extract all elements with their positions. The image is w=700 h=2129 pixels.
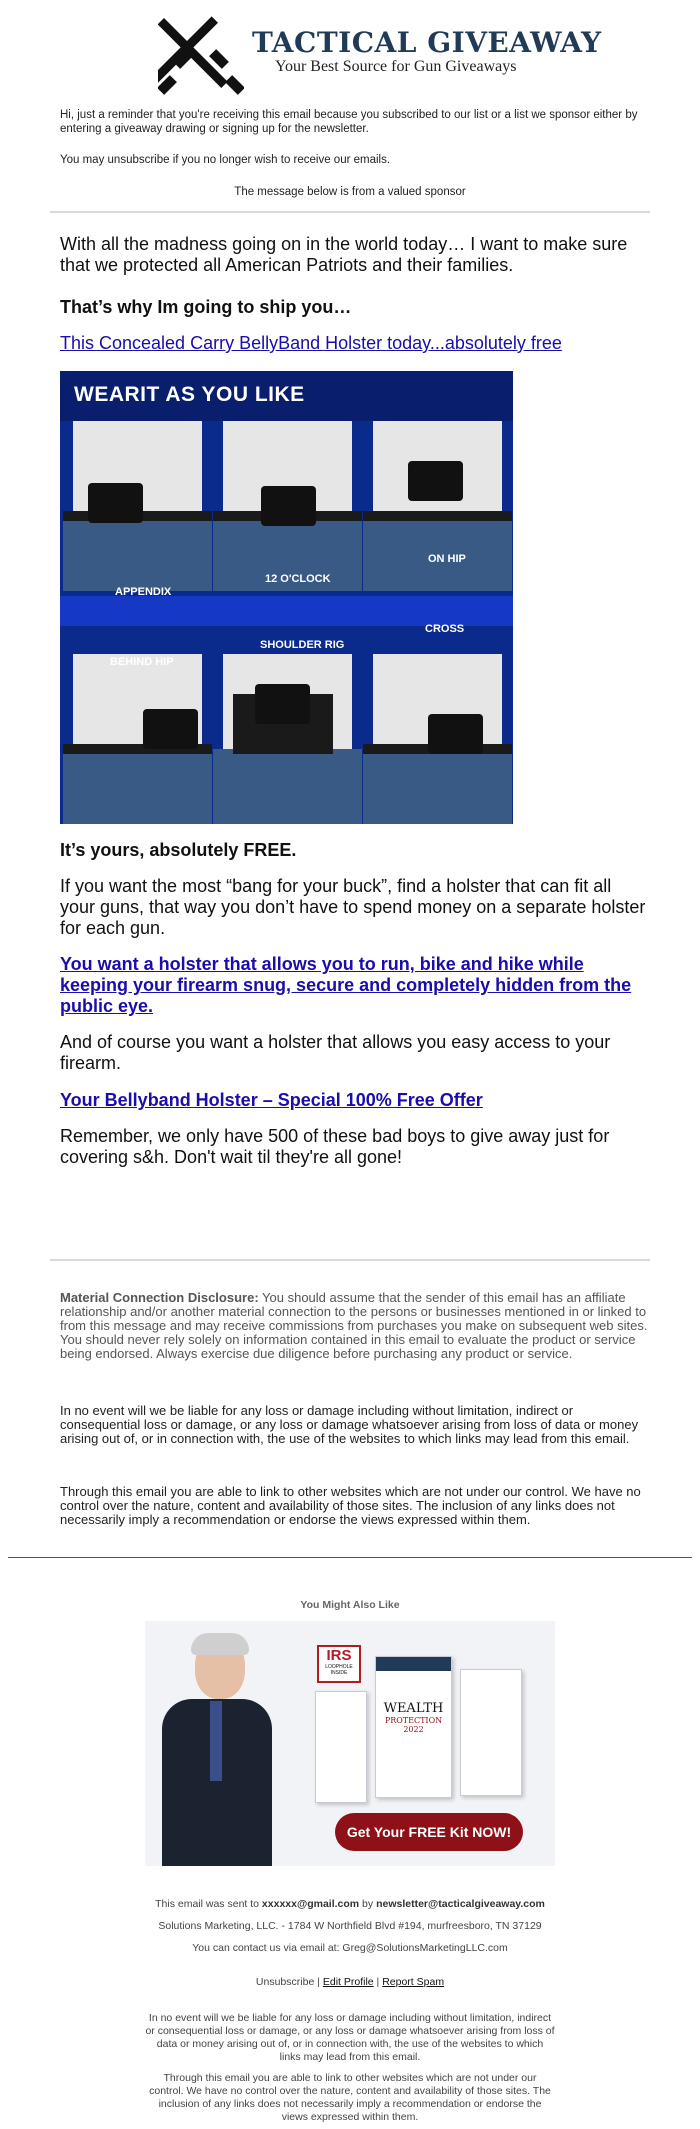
label-cross: CROSS [425,623,465,635]
book-year: 2022 [403,1725,424,1734]
label-on-hip: ON HIP [428,553,466,565]
intro-paragraph: With all the madness going on in the world today… I want to make sure that we protected all American Patriots and their families. [60,234,628,275]
bang-paragraph: If you want the most “bang for your buck”, find a holster that can fit all your guns, that way you don’t have to spend money on a separate holster for each gun. [60,876,646,938]
offer-link[interactable]: This Concealed Carry BellyBand Holster today...absolutely free [60,333,562,353]
remember-paragraph: Remember, we only have 500 of these bad boys to give away just for covering s&h. Don't wait til they're all gone! [60,1126,610,1167]
external-links-disclaimer: Through this email you are able to link to other websites which are not under our control. We have no control over the nature, content and availability of those sites. The inclusion of any links does not necessarily imply a recommendation or endorse the views expressed within them. [60,1484,641,1527]
sponsor-notice: The message below is from a valued sponsor [234,186,466,198]
wealth-protection-ad[interactable] [145,1621,555,1866]
free-heading: It’s yours, absolutely FREE. [60,840,297,860]
label-appendix: APPENDIX [115,586,172,598]
irs-badge-text: IRS [326,1647,352,1664]
sender-email: newsletter@tacticalgiveaway.com [376,1898,545,1910]
book-title: WEALTH [383,1701,444,1716]
panel-12-oclock [213,421,362,591]
panel-behind-hip [63,654,212,824]
label-shoulder-rig: SHOULDER RIG [260,639,345,651]
subscription-reminder: Hi, just a reminder that you're receiving this email because you subscribed to our list or a list we sponsor either by entering a giveaway drawing or signing up for the newsletter. [60,109,638,135]
image-banner-text: WEARIT AS YOU LIKE [74,383,305,406]
brand-title: TACTICAL GIVEAWAY [252,26,602,59]
company-address: Solutions Marketing, LLC. - 1784 W Northfield Blvd #194, murfreesboro, TN 37129 [158,1920,542,1932]
unsubscribe-link[interactable]: Unsubscribe [255,1976,315,1988]
email-header [0,0,700,100]
irs-loophole-badge [317,1645,361,1683]
footer-links-disclaimer: Through this email you are able to link to other websites which are not under our control. We have no control over the nature, content and availability of those sites. The inclusion of any links does not necessarily imply a recommendation or endorse the views expressed within them. [149,2072,551,2123]
panel-appendix [63,421,212,591]
access-paragraph: And of course you want a holster that allows you easy access to your firearm. [60,1032,611,1073]
label-12-oclock: 12 O'CLOCK [265,573,331,585]
liability-disclaimer: In no event will we be liable for any loss or damage including without limitation, indirect or consequential loss or damage, or any loss or damage whatsoever arising from loss of data or money arising out of, or in connection with, the use of the websites to which links may lead from this email. [60,1403,639,1446]
ship-heading: That’s why Im going to ship you… [60,297,352,317]
crossed-rifles-icon [158,10,244,98]
edit-profile-link[interactable]: Edit Profile [322,1976,374,1988]
book-center [375,1656,452,1798]
book-right [460,1669,522,1796]
unsubscribe-notice: You may unsubscribe if you no longer wish to receive our emails. [60,154,391,166]
material-disclosure [60,1291,650,1361]
separator: | [373,1976,383,1988]
disclosure-label: Material Connection Disclosure: [60,1290,259,1305]
book-left [315,1691,367,1803]
sent-by: by [359,1898,377,1910]
recommend-heading: You Might Also Like [300,1599,400,1611]
spokesperson-photo [157,1629,272,1866]
disclosure-text: You should assume that the sender of this email has an affiliate relationship and/or another material connection to the persons or businesses mentioned in or linked to from this message and may receive commissions from purchases you make on subsequent web sites. You should never rely solely on information contained in this email to evaluate the product or service being endorsed. Always exercise due diligence before purchasing any product or service. [60,1290,648,1361]
report-spam-link[interactable]: Report Spam [382,1976,445,1988]
divider [50,1259,650,1261]
chevron-stripe [60,596,513,626]
holster-product-image[interactable] [60,371,513,824]
footer-links [0,1976,700,1989]
brand-subtitle: Your Best Source for Gun Giveaways [275,58,517,75]
recipient-email: xxxxxx@gmail.com [261,1898,360,1910]
divider [50,211,650,213]
run-bike-hike-link[interactable]: You want a holster that allows you to run, bike and hike while keeping your firearm snug, secure and completely hidden from the public eye. [60,954,632,1016]
sent-to-line [0,1898,700,1911]
divider [8,1557,692,1558]
separator: | [314,1976,323,1988]
image-banner [60,371,513,421]
book-subtitle: PROTECTION [384,1716,443,1725]
footer-liability: In no event will we be liable for any loss or damage including without limitation, indirect or consequential loss or damage, or any loss or damage whatsoever arising from loss of data or money arising out of, or in connection with, the use of the websites to which links may lead from this email. [145,2012,555,2063]
panel-shoulder-rig [213,654,362,824]
special-offer-link[interactable]: Your Bellyband Holster – Special 100% Free Offer [60,1090,483,1110]
panel-on-hip [363,421,512,591]
panel-cross [363,654,512,824]
label-behind-hip: BEHIND HIP [110,656,174,668]
free-kit-button[interactable]: Get Your FREE Kit NOW! [335,1813,523,1851]
contact-line: You can contact us via email at: Greg@SolutionsMarketingLLC.com [192,1942,508,1954]
sent-prefix: This email was sent to [155,1898,262,1910]
irs-badge-sub: LOOPHOLE INSIDE [325,1664,353,1676]
